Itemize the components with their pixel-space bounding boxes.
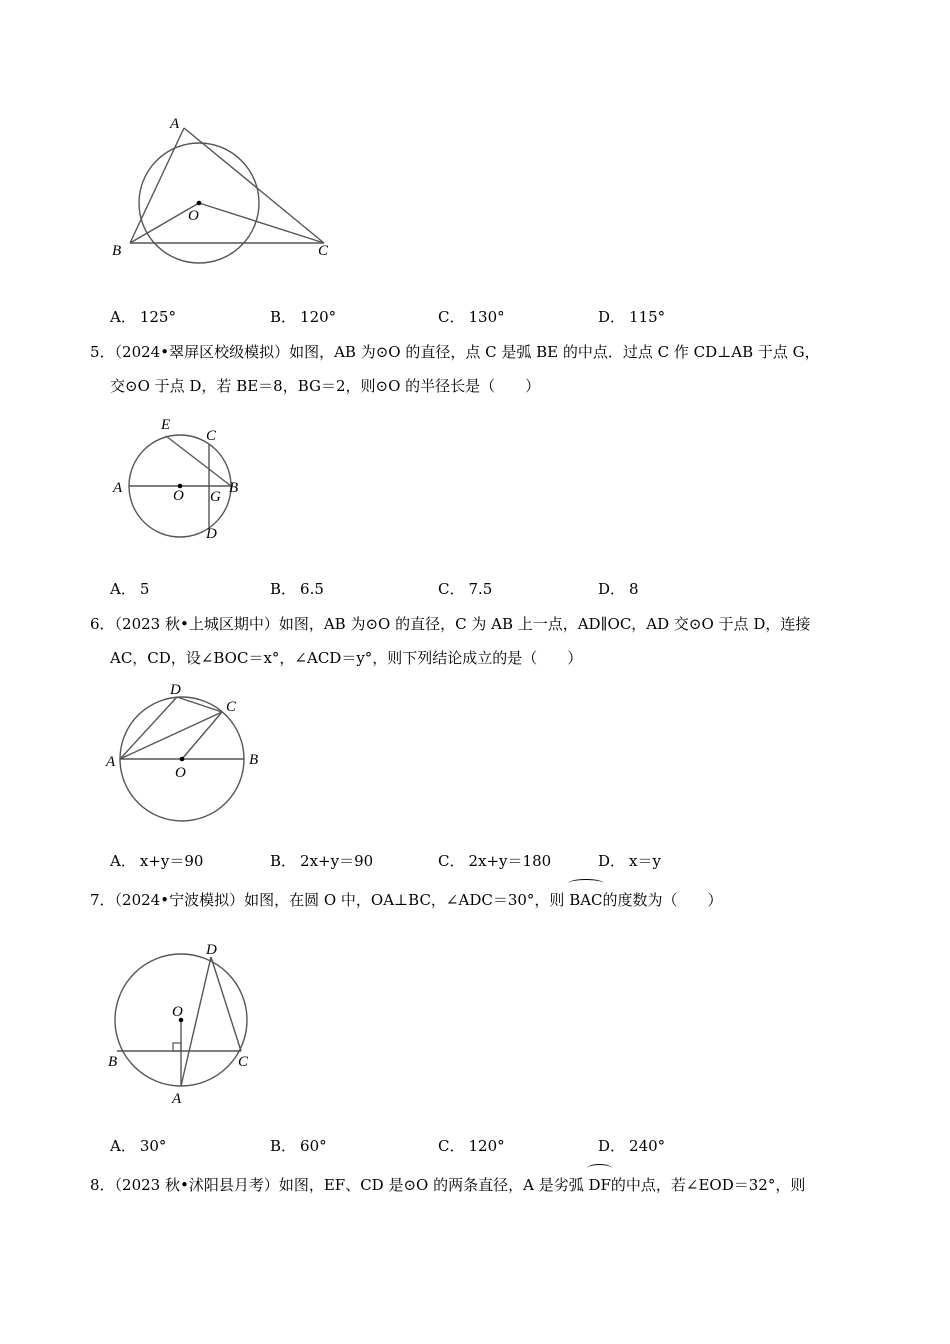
q7-figure	[100, 935, 270, 1110]
q7-arc-bac: BAC	[569, 883, 602, 917]
q4-option-d[interactable]: D． 115°	[598, 308, 666, 326]
q4-option-b[interactable]: B． 120°	[270, 308, 337, 326]
q8-line-1: 8．（2023 秋•沭阳县月考）如图，EF、CD 是⊙O 的两条直径，A 是劣弧 DF的中点，若∠EOD＝32°，则	[90, 1168, 880, 1202]
q6-center-dot	[180, 757, 185, 762]
q8-stem	[90, 1168, 880, 1202]
q5-label-d: D	[206, 526, 217, 542]
q6-label-o: O	[175, 765, 186, 781]
q7-option-c[interactable]: C． 120°	[438, 1137, 505, 1155]
q6-option-d[interactable]: D． x＝y	[598, 852, 661, 870]
q5-figure	[105, 410, 265, 550]
q5-option-a[interactable]: A． 5	[110, 580, 150, 598]
q6-label-c: C	[226, 699, 237, 715]
q7-label-c: C	[238, 1054, 249, 1070]
q7-label-a: A	[172, 1091, 182, 1107]
q4-segment-oc	[199, 203, 324, 243]
q7-option-d[interactable]: D． 240°	[598, 1137, 666, 1155]
q6-option-a[interactable]: A． x+y＝90	[110, 852, 204, 870]
q8-arc-df: DF	[588, 1168, 610, 1202]
q7-options	[110, 1135, 870, 1159]
q7-stem	[90, 883, 880, 917]
q4-center-dot	[197, 201, 202, 206]
q5-label-g: G	[210, 489, 221, 505]
q6-line-2: AC，CD，设∠BOC＝x°，∠ACD＝y°，则下列结论成立的是（ ）	[110, 649, 583, 667]
q7-right-angle-mark	[173, 1043, 181, 1051]
q4-label-c: C	[318, 243, 329, 259]
q5-line-2: 交⊙O 于点 D，若 BE＝8，BG＝2，则⊙O 的半径长是（ ）	[110, 377, 541, 395]
q4-label-a: A	[170, 116, 180, 132]
q5-line-1: 5．（2024•翠屏区校级模拟）如图，AB 为⊙O 的直径，点 C 是弧 BE 的中点．过点 C 作 CD⊥AB 于点 G，	[90, 343, 820, 361]
q7-label-b: B	[108, 1054, 118, 1070]
q6-figure	[105, 680, 275, 820]
q7-option-b[interactable]: B． 60°	[270, 1137, 327, 1155]
q4-option-a[interactable]: A． 125°	[110, 308, 176, 326]
q7-segment-ad	[181, 957, 211, 1086]
q5-chord-eb	[166, 436, 231, 486]
q6-stem	[90, 607, 880, 675]
q6-diagram	[105, 680, 275, 820]
q7-option-a[interactable]: A． 30°	[110, 1137, 167, 1155]
q5-diagram	[105, 410, 265, 550]
q5-options	[110, 578, 870, 602]
q5-stem	[90, 335, 880, 403]
q4-label-b: B	[112, 243, 122, 259]
q5-option-d[interactable]: D． 8	[598, 580, 639, 598]
q6-options	[110, 850, 870, 874]
q4-diagram	[100, 110, 350, 270]
q6-label-a: A	[106, 754, 116, 770]
q5-label-o: O	[173, 488, 184, 504]
q6-segment-oc	[182, 712, 222, 759]
q4-options	[110, 306, 870, 330]
q5-option-b[interactable]: B． 6.5	[270, 580, 324, 598]
q7-label-o: O	[172, 1004, 183, 1020]
q4-segment-ab	[130, 128, 184, 243]
q4-figure	[100, 110, 350, 270]
q5-label-c: C	[206, 428, 217, 444]
q4-option-c[interactable]: C． 130°	[438, 308, 505, 326]
q6-label-d: D	[170, 682, 181, 698]
q6-option-c[interactable]: C． 2x+y＝180	[438, 852, 552, 870]
q6-label-b: B	[249, 752, 259, 768]
q5-label-e: E	[161, 417, 171, 433]
q6-option-b[interactable]: B． 2x+y＝90	[270, 852, 374, 870]
q5-label-a: A	[113, 480, 123, 496]
q5-label-b: B	[229, 480, 239, 496]
q5-option-c[interactable]: C． 7.5	[438, 580, 493, 598]
q6-line-1: 6．（2023 秋•上城区期中）如图，AB 为⊙O 的直径，C 为 AB 上一点，AD∥OC，AD 交⊙O 于点 D，连接	[90, 615, 811, 633]
q7-diagram	[100, 935, 270, 1110]
q4-label-o: O	[188, 208, 199, 224]
q7-label-d: D	[206, 942, 217, 958]
q7-line-1: 7．（2024•宁波模拟）如图，在圆 O 中，OA⊥BC，∠ADC＝30°，则 BAC的度数为（ ）	[90, 883, 880, 917]
